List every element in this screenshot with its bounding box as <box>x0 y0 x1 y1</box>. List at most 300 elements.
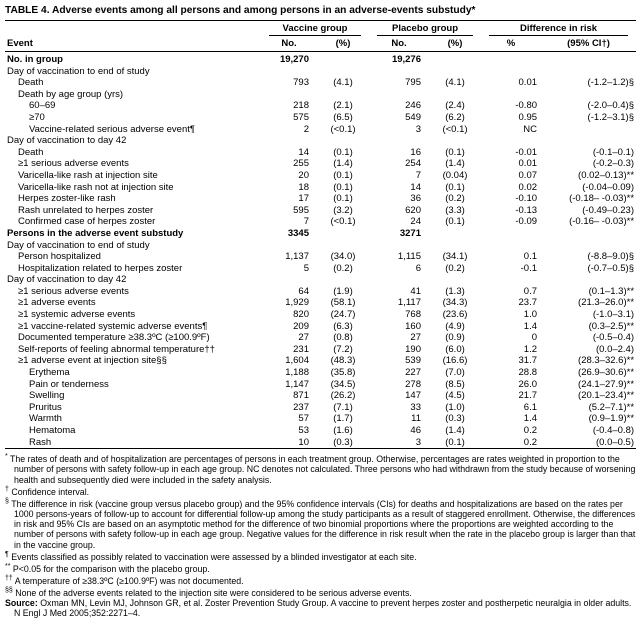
p_no-cell: 795 <box>405 77 421 89</box>
table-row <box>5 77 636 89</box>
table-row <box>5 205 636 217</box>
d_ci-cell: (-0.4–0.8) <box>592 425 635 436</box>
table-row <box>5 182 636 194</box>
v_pct-cell <box>317 240 369 252</box>
table-row <box>5 274 636 286</box>
d_pct-cell: -0.10 <box>515 193 538 205</box>
d_ci-cell: (20.1–23.4)** <box>578 390 635 402</box>
d_ci-cell: (-2.0–0.4)§ <box>587 100 635 112</box>
d_pct-cell: -0.09 <box>515 216 538 228</box>
d_pct-cell: NC <box>523 123 538 135</box>
p_pct-cell: (16.6) <box>442 355 468 367</box>
p_pct-cell: (0.1) <box>445 436 465 448</box>
footnote-marker: §§ <box>5 587 13 595</box>
v_pct-cell: (6.3) <box>333 320 353 332</box>
p_pct-cell: (1.0) <box>445 401 465 413</box>
table-header <box>5 21 636 52</box>
v_pct-cell <box>317 52 369 66</box>
d_ci-cell: (-0.1–0.1) <box>592 146 635 158</box>
placebo-group-header: Placebo group <box>377 23 473 36</box>
v_pct-cell: (3.2) <box>333 204 353 216</box>
d_pct-cell: 0.1 <box>523 251 538 263</box>
v_no-cell <box>261 240 317 252</box>
footnote-marker: ¶ <box>5 550 9 558</box>
p_no-cell: 7 <box>415 169 421 181</box>
v_no-cell: 1,137 <box>285 251 309 263</box>
p_pct-cell: (0.1) <box>445 146 465 158</box>
d_pct-cell: -0.01 <box>515 146 538 158</box>
v_no-cell: 237 <box>293 401 309 413</box>
p_pct-cell <box>429 66 481 78</box>
p_pct-cell <box>429 52 481 66</box>
v_pct-cell <box>317 274 369 286</box>
v_pct-cell: (<0.1) <box>330 216 356 228</box>
d_ci-cell: (-1.2–3.1)§ <box>587 111 635 123</box>
event-group-spacer <box>5 21 261 36</box>
d_ci-cell: (0.02–0.13)** <box>578 169 635 181</box>
v_no-cell: 820 <box>293 309 309 321</box>
p_pct-cell: (34.1) <box>442 251 468 263</box>
event-cell: Confirmed case of herpes zoster <box>18 216 156 228</box>
event-cell: Day of vaccination to end of study <box>7 239 150 251</box>
p_no-cell: 16 <box>410 146 421 158</box>
event-cell: Hospitalization related to herpes zoster <box>18 262 183 274</box>
d_ci-cell <box>541 52 636 66</box>
v_pct-cell: (48.3) <box>330 355 356 367</box>
p_no-cell: 19,276 <box>391 54 421 65</box>
event-cell: Person hospitalized <box>18 251 101 263</box>
d_ci-cell <box>541 240 636 252</box>
p_no-cell <box>369 89 429 101</box>
v_pct-cell: (0.3) <box>333 436 353 448</box>
p_no-cell: 3 <box>415 436 421 448</box>
event-cell: No. in group <box>7 54 63 65</box>
footnote-marker: * <box>5 453 8 461</box>
d_ci-cell: (-0.04–0.09) <box>582 181 635 193</box>
table-row <box>5 390 636 402</box>
event-cell: Pain or tenderness <box>29 378 109 390</box>
p_no-cell: 549 <box>405 111 421 123</box>
d_pct-cell: 0.07 <box>518 169 538 181</box>
p_pct-cell: (0.2) <box>445 262 465 274</box>
d_pct-cell: 0.95 <box>518 111 538 123</box>
d_ci-cell <box>541 274 636 286</box>
v_no-cell: 209 <box>293 320 309 332</box>
v_pct-cell: (35.8) <box>330 367 356 379</box>
d_pct-cell <box>481 135 541 147</box>
event-cell: Death <box>18 146 44 158</box>
d_pct-cell <box>481 66 541 78</box>
p_no-cell: 24 <box>410 216 421 228</box>
p_no-cell: 246 <box>405 100 421 112</box>
footnote-marker: Source: <box>5 598 38 609</box>
v_no-cell: 17 <box>298 193 309 205</box>
d_pct-cell: 0 <box>531 332 538 344</box>
d_ci-cell <box>541 135 636 147</box>
footnote-marker: § <box>5 497 9 505</box>
event-cell: Day of vaccination to end of study <box>7 65 150 77</box>
table-title: TABLE 4. Adverse events among all persons and among persons in an adverse-events substudy* <box>5 4 636 21</box>
d_pct-cell: 31.7 <box>518 355 538 367</box>
v_no-cell: 18 <box>298 181 309 193</box>
footnotes-section <box>5 452 636 619</box>
table-row <box>5 193 636 205</box>
table-row <box>5 309 636 321</box>
footnote: * The rates of death and of hospitalization are percentages of persons in each treatment group. Otherwise, percentages are rates weighted in proportion to the number of persons with safety follow-up in each age group. NC denotes not calculated. Three persons who had withdrawn from the study because of worsening health and subsequently died were included in the safety analysis. <box>5 453 636 485</box>
v_no-cell: 7 <box>303 216 309 228</box>
event-cell: Self-reports of feeling abnormal temperature†† <box>18 343 215 355</box>
table-body <box>5 52 636 449</box>
v_pct-cell: (2.1) <box>333 100 353 112</box>
v_no-cell: 3345 <box>287 227 309 239</box>
d_pct-cell: 1.4 <box>523 320 538 332</box>
table-row <box>5 124 636 136</box>
event-cell: Warmth <box>29 413 62 425</box>
d_pct-cell: 0.2 <box>523 436 538 448</box>
table-row <box>5 367 636 379</box>
v_pct-cell: (34.0) <box>330 251 356 263</box>
v_no-cell: 14 <box>298 146 309 158</box>
table-row <box>5 66 636 78</box>
v_no-cell: 575 <box>293 111 309 123</box>
d_pct-cell <box>481 89 541 101</box>
event-cell: ≥1 systemic adverse events <box>18 309 136 321</box>
v_pct-cell: (58.1) <box>330 297 356 309</box>
v_pct-cell: (0.1) <box>333 146 353 158</box>
table-row <box>5 135 636 147</box>
d_pct-cell: -0.80 <box>515 100 538 112</box>
p_no-cell: 278 <box>405 378 421 390</box>
v_pct-cell: (0.1) <box>333 181 353 193</box>
event-cell: Erythema <box>29 367 70 379</box>
v_no-cell <box>261 89 317 101</box>
diff-ci-header: (95% CI†) <box>541 36 636 52</box>
p_no-cell: 227 <box>405 367 421 379</box>
v_no-cell: 1,604 <box>285 355 309 367</box>
v_no-cell: 2 <box>303 123 309 135</box>
d_ci-cell: (-0.16– -0.03)** <box>569 216 635 228</box>
v_pct-cell: (0.8) <box>333 332 353 344</box>
d_pct-cell: 6.1 <box>523 401 538 413</box>
v_pct-cell <box>317 89 369 101</box>
d_pct-cell <box>481 52 541 66</box>
footnote: ** P<0.05 for the comparison with the placebo group. <box>5 562 210 574</box>
p_no-cell: 3271 <box>399 227 421 239</box>
v_no-cell: 1,929 <box>285 297 309 309</box>
d_ci-cell: (-1.0–3.1) <box>592 309 635 321</box>
d_pct-cell: 0.01 <box>518 158 538 170</box>
p_no-cell: 6 <box>415 262 421 274</box>
table-row <box>5 228 636 240</box>
v_no-cell: 1,188 <box>285 367 309 379</box>
event-cell: Rash <box>29 436 52 448</box>
table-row <box>5 89 636 101</box>
v_pct-cell: (4.1) <box>333 77 353 89</box>
p_no-cell <box>369 240 429 252</box>
v_no-cell: 19,270 <box>279 54 309 65</box>
v_pct-cell: (6.5) <box>333 111 353 123</box>
d_ci-cell: (-0.5–0.4) <box>592 332 635 344</box>
event-cell: Death by age group (yrs) <box>18 88 124 100</box>
v_no-cell: 57 <box>298 413 309 425</box>
d_pct-cell: 28.8 <box>518 367 538 379</box>
event-cell: Documented temperature ≥38.3ºC (≥100.9ºF) <box>18 332 210 344</box>
p_no-cell: 539 <box>405 355 421 367</box>
d_ci-cell: (-0.49–0.23) <box>582 204 635 216</box>
event-cell: Varicella-like rash at injection site <box>18 169 158 181</box>
p_pct-cell: (1.3) <box>445 285 465 297</box>
table-row <box>5 170 636 182</box>
p_pct-cell: (7.0) <box>445 367 465 379</box>
event-cell: ≥1 serious adverse events <box>18 285 129 297</box>
v_no-cell: 1,147 <box>285 378 309 390</box>
v_no-cell: 53 <box>298 425 309 436</box>
difference-group-header: Difference in risk <box>489 23 628 36</box>
event-cell: Day of vaccination to day 42 <box>7 274 127 286</box>
event-cell: Rash unrelated to herpes zoster <box>18 204 154 216</box>
event-cell: Swelling <box>29 390 65 402</box>
p_pct-cell: (2.4) <box>445 100 465 112</box>
d_ci-cell: (26.9–30.6)** <box>578 367 635 379</box>
footnote: ¶ Events classified as possibly related to vaccination were assessed by a blinded investigator at each site. <box>5 550 417 562</box>
table-row <box>5 437 636 449</box>
table-row <box>5 297 636 309</box>
p_pct-cell: (6.2) <box>445 111 465 123</box>
p_pct-cell: (23.6) <box>442 309 468 321</box>
group-header-row <box>5 21 636 36</box>
d_pct-cell: 23.7 <box>518 297 538 309</box>
d_ci-cell: (-0.2–0.3) <box>592 158 635 170</box>
table-row <box>5 147 636 159</box>
d_pct-cell <box>481 240 541 252</box>
event-cell: Hematoma <box>29 425 76 436</box>
v_pct-cell: (0.1) <box>333 193 353 205</box>
footnote: Source: Oxman MN, Levin MJ, Johnson GR, et al. Zoster Prevention Study Group. A vaccine to prevent herpes zoster and postherpetic neuralgia in older adults. N Engl J Med 2005;352:2271–4. <box>5 598 632 619</box>
event-cell: 60–69 <box>29 100 56 112</box>
p_pct-cell: (6.0) <box>445 343 465 355</box>
d_pct-cell: 1.0 <box>523 309 538 321</box>
p_no-cell <box>369 274 429 286</box>
event-cell: Day of vaccination to day 42 <box>7 135 127 147</box>
footnote-marker: ** <box>5 562 11 570</box>
d_ci-cell: (0.9–1.9)** <box>588 413 635 425</box>
placebo-group-header-cell <box>369 21 481 36</box>
event-column-header: Event <box>5 36 261 52</box>
table-row <box>5 355 636 367</box>
v_pct-cell: (24.7) <box>330 309 356 321</box>
table-row <box>5 100 636 112</box>
table-row <box>5 332 636 344</box>
event-cell: Vaccine-related serious adverse event¶ <box>29 123 195 135</box>
d_ci-cell <box>541 228 636 240</box>
p_pct-cell: (3.3) <box>445 204 465 216</box>
v_no-cell: 871 <box>293 390 309 402</box>
p_pct-cell <box>429 135 481 147</box>
d_pct-cell: 0.2 <box>523 425 538 436</box>
footnote: §§ None of the adverse events related to the injection site were considered to be serious adverse events. <box>5 587 412 599</box>
d_pct-cell: -0.1 <box>520 262 538 274</box>
p_pct-cell: (0.04) <box>442 169 468 181</box>
footnote: †† A temperature of ≥38.3ºC (≥100.9ºF) was not documented. <box>5 575 244 586</box>
event-cell: Herpes zoster-like rash <box>18 193 116 205</box>
v_no-cell: 10 <box>298 436 309 448</box>
p_no-cell: 14 <box>410 181 421 193</box>
d_ci-cell: (21.3–26.0)** <box>578 297 635 309</box>
event-cell: Pruritus <box>29 401 62 413</box>
p_no-cell: 620 <box>405 204 421 216</box>
p_no-cell: 160 <box>405 320 421 332</box>
p_no-cell: 1,115 <box>397 251 421 263</box>
p_pct-cell: (1.4) <box>445 425 465 436</box>
footnote: § The difference in risk (vaccine group versus placebo group) and the 95% confidence intervals (CIs) for deaths and hospitalizations are based on the rates per 1000 persons-years of follow-up to account for differential follow-up among the study participants as a result of staggered enrollment. Otherwise, the differences in risk and 95% CIs are based on an asymptotic method for the difference of two binomial proportions where the proportions are weighted according to the number of persons with safety follow-up in each age group. Negative values for the difference in risk result when the rate in the placebo group is larger than that in the vaccine group. <box>5 497 636 550</box>
v_pct-cell: (26.2) <box>330 390 356 402</box>
d_ci-cell: (-8.8–9.0)§ <box>587 251 635 263</box>
event-cell: Varicella-like rash not at injection site <box>18 181 174 193</box>
v_pct-cell <box>317 135 369 147</box>
p_no-cell: 190 <box>405 343 421 355</box>
d_ci-cell <box>541 66 636 78</box>
p_pct-cell: (0.2) <box>445 193 465 205</box>
d_pct-cell: 0.02 <box>518 181 538 193</box>
p_no-cell: 11 <box>411 413 421 425</box>
v_pct-cell: (<0.1) <box>330 123 356 135</box>
p_pct-cell: (8.5) <box>445 378 465 390</box>
v_pct-cell: (34.5) <box>330 378 356 390</box>
p_no-cell: 254 <box>405 158 421 170</box>
p_no-cell <box>369 135 429 147</box>
v_no-cell <box>261 135 317 147</box>
table-row <box>5 321 636 333</box>
d_ci-cell: (24.1–27.9)** <box>578 378 635 390</box>
d_pct-cell: 26.0 <box>518 378 538 390</box>
p_pct-cell: (0.3) <box>445 413 465 425</box>
placebo-no-header: No. <box>369 36 429 52</box>
v_pct-cell: (0.1) <box>333 169 353 181</box>
event-cell: ≥70 <box>29 111 45 123</box>
event-cell: Death <box>18 77 44 89</box>
d_pct-cell <box>481 228 541 240</box>
vaccine-pct-header: (%) <box>317 36 369 52</box>
event-cell: ≥1 serious adverse events <box>18 158 129 170</box>
footnote: † Confidence interval. <box>5 485 90 497</box>
diff-pct-header: % <box>481 36 541 52</box>
d_pct-cell: 1.2 <box>523 343 538 355</box>
d_ci-cell: (-0.18– -0.03)** <box>569 193 635 205</box>
p_pct-cell: (4.9) <box>445 320 465 332</box>
v_pct-cell <box>317 66 369 78</box>
p_pct-cell <box>429 240 481 252</box>
d_ci-cell: (-1.2–1.2)§ <box>587 77 635 89</box>
table-row <box>5 240 636 252</box>
d_pct-cell: 0.01 <box>518 77 538 89</box>
footnote-marker: †† <box>5 575 13 583</box>
p_no-cell: 46 <box>410 425 421 436</box>
d_ci-cell: (0.0–0.5) <box>595 436 635 448</box>
p_pct-cell: (4.1) <box>445 77 465 89</box>
table-row <box>5 158 636 170</box>
p_pct-cell <box>429 274 481 286</box>
p_pct-cell <box>429 89 481 101</box>
p_no-cell: 1,117 <box>397 297 421 309</box>
p_pct-cell: (1.4) <box>445 158 465 170</box>
table-row <box>5 286 636 298</box>
p_pct-cell: (<0.1) <box>442 123 468 135</box>
p_no-cell: 27 <box>410 332 421 344</box>
v_pct-cell: (7.1) <box>333 401 353 413</box>
v_no-cell: 27 <box>298 332 309 344</box>
d_pct-cell <box>481 274 541 286</box>
v_no-cell <box>261 274 317 286</box>
p_no-cell: 33 <box>410 401 421 413</box>
v_no-cell: 5 <box>303 262 309 274</box>
v_pct-cell: (1.4) <box>333 158 353 170</box>
table-row <box>5 402 636 414</box>
p_no-cell: 147 <box>405 390 421 402</box>
d_ci-cell <box>541 124 636 136</box>
p_pct-cell: (0.9) <box>445 332 465 344</box>
p_pct-cell: (34.3) <box>442 297 468 309</box>
p_no-cell: 3 <box>415 123 421 135</box>
d_ci-cell: (0.1–1.3)** <box>588 285 635 297</box>
vaccine-group-header-cell <box>261 21 369 36</box>
table-row <box>5 112 636 124</box>
v_no-cell: 793 <box>293 77 309 89</box>
d_pct-cell: 0.7 <box>523 285 538 297</box>
d_ci-cell: (5.2–7.1)** <box>588 401 635 413</box>
adverse-events-table <box>5 21 636 449</box>
v_pct-cell: (0.2) <box>333 262 353 274</box>
event-cell: ≥1 vaccine-related systemic adverse events¶ <box>18 320 208 332</box>
table-row <box>5 263 636 275</box>
d_ci-cell: (0.3–2.5)** <box>588 320 635 332</box>
footnote-marker: † <box>5 485 9 493</box>
p_pct-cell: (0.1) <box>445 216 465 228</box>
v_no-cell: 595 <box>293 204 309 216</box>
d_pct-cell: 1.4 <box>523 413 538 425</box>
difference-group-header-cell <box>481 21 636 36</box>
table-row <box>5 216 636 228</box>
p_pct-cell: (4.5) <box>445 390 465 402</box>
event-cell: ≥1 adverse events <box>18 297 96 309</box>
table-row <box>5 413 636 425</box>
p_no-cell <box>369 66 429 78</box>
table-row <box>5 425 636 437</box>
p_no-cell: 768 <box>405 309 421 321</box>
p_pct-cell <box>429 228 481 240</box>
vaccine-no-header: No. <box>261 36 317 52</box>
p_pct-cell: (0.1) <box>445 181 465 193</box>
d_pct-cell: 21.7 <box>518 390 538 402</box>
v_no-cell: 20 <box>298 169 309 181</box>
d_pct-cell: -0.13 <box>515 204 538 216</box>
table-row <box>5 344 636 356</box>
table-row <box>5 379 636 391</box>
d_ci-cell: (28.3–32.6)** <box>578 355 635 367</box>
vaccine-group-header: Vaccine group <box>269 23 361 36</box>
placebo-pct-header: (%) <box>429 36 481 52</box>
event-cell: ≥1 adverse event at injection site§§ <box>18 355 167 367</box>
table-row <box>5 251 636 263</box>
table-row <box>5 52 636 66</box>
d_ci-cell: (-0.7–0.5)§ <box>587 262 635 274</box>
event-cell: Persons in the adverse event substudy <box>7 227 184 239</box>
v_no-cell <box>261 66 317 78</box>
p_no-cell: 36 <box>410 193 421 205</box>
v_no-cell: 218 <box>293 100 309 112</box>
v_pct-cell: (1.6) <box>333 425 353 436</box>
p_no-cell: 41 <box>410 285 421 297</box>
v_no-cell: 231 <box>293 343 309 355</box>
